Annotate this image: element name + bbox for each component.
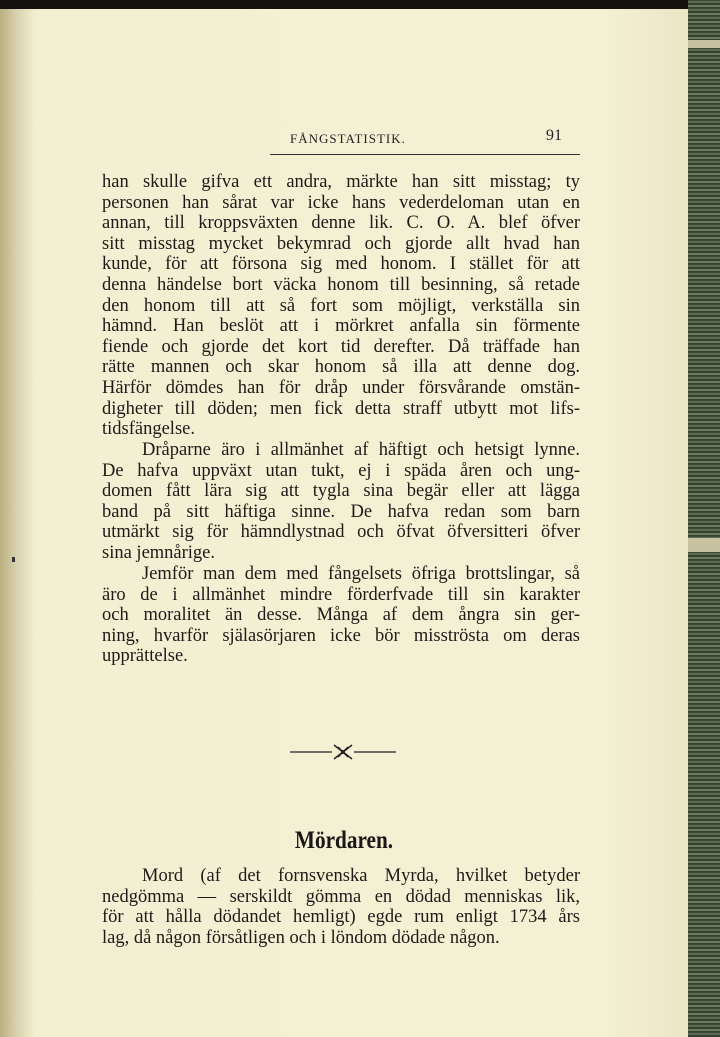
edge-band	[688, 40, 720, 48]
book-page	[0, 9, 688, 1037]
text-line: domen fått lära sig att tygla sina begär eller att lägga	[102, 481, 580, 502]
running-title: FÅNGSTATISTIK.	[290, 131, 406, 146]
header-rule	[270, 154, 580, 155]
text-line: annan, till kroppsväxten denne lik. C. O. A. blef öfver	[102, 213, 580, 234]
text-line: fiende och gjorde det kort tid derefter. Då träffade han	[102, 336, 580, 357]
text-line: Härför dömdes han för dråp under försvårande omstän-	[102, 377, 580, 398]
page-number: 91	[546, 127, 562, 144]
text-line: hämnd. Han beslöt att i mörkret anfalla sin förmente	[102, 316, 580, 337]
text-line: upprättelse.	[102, 646, 188, 667]
text-line: Dråparne äro i allmänhet af häftigt och hetsigt lynne.	[142, 440, 580, 460]
section-paragraph	[102, 866, 580, 948]
text-line: denna händelse bort väcka honom till besinning, så retade	[102, 274, 580, 295]
text-line: Mord (af det fornsvenska Myrda, hvilket betyder	[142, 866, 580, 886]
text-line: den honom till att så fort som möjligt, verkställa sin	[102, 295, 580, 316]
text-line: ning, hvarför själasörjaren icke bör misströsta om deras	[102, 625, 580, 646]
text-line: äro de i allmänhet mindre förderfvade till sin karakter	[102, 584, 580, 605]
edge-band	[688, 538, 720, 552]
text-line: sina jemnårige.	[102, 542, 216, 563]
text-line: band på sitt häftiga sinne. De hafva redan som barn	[102, 501, 580, 522]
text-line: rätte mannen och skar honom så illa att denne dog.	[102, 357, 580, 378]
paragraph-3	[102, 564, 580, 667]
paragraph-1	[102, 172, 580, 440]
fleuron-ornament	[290, 741, 396, 763]
text-line: Jemför man dem med fångelsets öfriga brottslingar, så	[142, 564, 580, 584]
text-line: De hafva uppväxt utan tukt, ej i späda åren och ung-	[102, 460, 580, 481]
gutter-shadow	[0, 9, 34, 1037]
text-line: nedgömma — serskildt gömma en dödad menniskas lik,	[102, 886, 580, 907]
text-line: lag, då någon försåtligen och i löndom dödade någon.	[102, 927, 500, 948]
paragraph-2	[102, 440, 580, 564]
text-line: sitt misstag mycket bekymrad och gjorde allt hvad han	[102, 233, 580, 254]
text-line: utmärkt sig för hämndlystnad och öfvat öfversitteri öfver	[102, 522, 580, 543]
section-title: Mördaren.	[294, 827, 394, 854]
text-line: tidsfängelse.	[102, 419, 195, 440]
text-line: han skulle gifva ett andra, märkte han sitt misstag; ty	[102, 172, 580, 192]
text-line: för att hålla dödandet hemligt) egde rum enligt 1734 års	[102, 907, 580, 928]
page-edge-stack	[688, 0, 720, 1037]
text-line: och moralitet än desse. Många af dem ångra sin ger-	[102, 605, 580, 626]
text-line: personen han sårat var icke hans vederdeloman utan en	[102, 192, 580, 213]
text-line: digheter till döden; men fick detta straff utbytt mot lifs-	[102, 398, 580, 419]
text-line: kunde, för att försona sig med honom. I stället för att	[102, 254, 580, 275]
margin-mark	[12, 557, 15, 562]
running-header	[290, 129, 580, 153]
